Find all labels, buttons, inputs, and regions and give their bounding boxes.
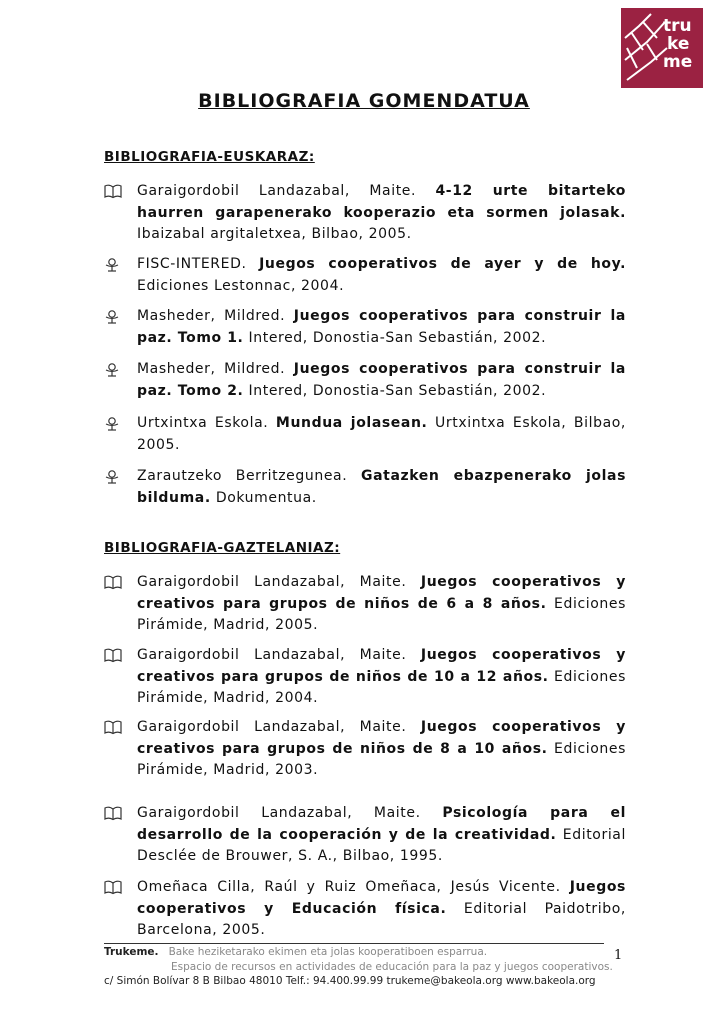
entry-author: Urtxintxa Eskola. xyxy=(137,415,269,431)
entry-title: Juegos cooperativos de ayer y de hoy. xyxy=(259,256,626,272)
footer-tagline-es: Espacio de recursos en actividades de educación para la paz y juegos cooperativos. xyxy=(171,961,613,973)
entry-author: Garaigordobil Landazabal, Maite. xyxy=(137,719,407,735)
entry-publisher: Urtxintxa Eskola, Bilbao, 2005. xyxy=(137,415,626,453)
pin-icon xyxy=(104,362,122,378)
bibliography-entry xyxy=(104,254,626,297)
entry-publisher: Ediciones Lestonnac, 2004. xyxy=(137,277,345,294)
entry-publisher: Ediciones Pirámide, Madrid, 2004. xyxy=(137,668,626,706)
footer-divider xyxy=(104,943,604,944)
entry-publisher: Editorial Desclée de Brouwer, S. A., Bilbao, 1995. xyxy=(137,826,626,864)
book-icon xyxy=(104,184,122,200)
pin-icon xyxy=(104,309,122,325)
entry-author: Masheder, Mildred. xyxy=(137,361,286,377)
entry-text xyxy=(137,803,626,868)
logo-text-line1: tru xyxy=(663,16,692,36)
logo-text xyxy=(663,17,697,71)
footer-tagline-eu xyxy=(104,946,487,958)
entry-text xyxy=(137,877,626,942)
entry-title: Juegos cooperativos para construir la paz. Tomo 1. xyxy=(137,308,626,346)
entry-author: Garaigordobil Landazabal, Maite. xyxy=(137,647,407,663)
entry-text xyxy=(137,254,626,297)
entry-publisher: Dokumentua. xyxy=(215,489,317,506)
book-icon xyxy=(104,880,122,896)
entry-publisher: Editorial Paidotribo, Barcelona, 2005. xyxy=(137,900,626,938)
entry-author: Garaigordobil Landazabal, Maite. xyxy=(137,805,421,821)
entry-text xyxy=(137,413,626,456)
entry-publisher: Ediciones Pirámide, Madrid, 2005. xyxy=(137,595,626,633)
page-title: BIBLIOGRAFIA GOMENDATUA xyxy=(198,90,530,112)
book-icon xyxy=(104,648,122,664)
entry-title: 4-12 urte bitarteko haurren garapenerako kooperazio eta sormen jolasak. xyxy=(137,183,626,221)
bibliography-entry xyxy=(104,803,626,868)
footer-address: c/ Simón Bolívar 8 B Bilbao 48010 Telf.: 94.400.99.99 trukeme@bakeola.org www.bakeola.org xyxy=(104,975,596,987)
section-heading-gaztelaniaz: BIBLIOGRAFIA-GAZTELANIAZ: xyxy=(104,540,341,556)
bibliography-entry xyxy=(104,306,626,349)
entry-text xyxy=(137,572,626,637)
entry-title: Juegos cooperativos y creativos para grupos de niños de 8 a 10 años. xyxy=(137,719,626,757)
logo-text-line2: ke xyxy=(667,34,690,54)
entry-text xyxy=(137,181,626,246)
entry-author: Zarautzeko Berritzegunea. xyxy=(137,468,348,484)
section-heading-euskaraz: BIBLIOGRAFIA-EUSKARAZ: xyxy=(104,149,315,165)
logo-text-line3: me xyxy=(663,52,693,72)
entry-title: Mundua jolasean. xyxy=(275,415,428,431)
pin-icon xyxy=(104,416,122,432)
page-number: 1 xyxy=(614,948,623,963)
entry-author: FISC-INTERED. xyxy=(137,256,247,272)
entry-title: Psicología para el desarrollo de la cooperación y de la creatividad. xyxy=(137,805,626,843)
entry-author: Omeñaca Cilla, Raúl y Ruiz Omeñaca, Jesús Vicente. xyxy=(137,879,561,895)
entry-publisher: Intered, Donostia-San Sebastián, 2002. xyxy=(248,382,547,399)
entry-title: Juegos cooperativos y creativos para grupos de niños de 6 a 8 años. xyxy=(137,574,626,612)
entry-publisher: Ediciones Pirámide, Madrid, 2003. xyxy=(137,740,627,778)
entry-title: Juegos cooperativos para construir la paz. Tomo 2. xyxy=(137,361,626,399)
bibliography-entry xyxy=(104,413,626,456)
footer-line1: Bake heziketarako ekimen eta jolas kooperatiboen esparrua. xyxy=(168,946,488,958)
entry-text xyxy=(137,359,626,402)
entry-title: Gatazken ebazpenerako jolas bilduma. xyxy=(137,468,626,506)
entry-text xyxy=(137,306,626,349)
book-icon xyxy=(104,575,122,591)
bibliography-entry xyxy=(104,181,626,246)
bibliography-entry xyxy=(104,359,626,402)
entry-author: Garaigordobil Landazabal, Maite. xyxy=(137,183,417,199)
pin-icon xyxy=(104,257,122,273)
book-icon xyxy=(104,806,122,822)
footer-org: Trukeme. xyxy=(104,946,159,958)
bibliography-entry xyxy=(104,645,626,710)
entry-title: Juegos cooperativos y Educación física. xyxy=(137,879,626,917)
entry-text xyxy=(137,645,626,710)
entry-title: Juegos cooperativos y creativos para grupos de niños de 10 a 12 años. xyxy=(137,647,626,685)
bibliography-entry xyxy=(104,572,626,637)
entry-text xyxy=(137,466,626,509)
entry-publisher: Intered, Donostia-San Sebastián, 2002. xyxy=(248,329,547,346)
bibliography-entry xyxy=(104,717,626,782)
entry-author: Masheder, Mildred. xyxy=(137,308,286,324)
entry-author: Garaigordobil Landazabal, Maite. xyxy=(137,574,407,590)
book-icon xyxy=(104,720,122,736)
pin-icon xyxy=(104,469,122,485)
trukeme-logo xyxy=(621,8,703,88)
bibliography-entry xyxy=(104,877,626,942)
bibliography-entry xyxy=(104,466,626,509)
entry-text xyxy=(137,717,626,782)
entry-publisher: Ibaizabal argitaletxea, Bilbao, 2005. xyxy=(137,226,412,242)
